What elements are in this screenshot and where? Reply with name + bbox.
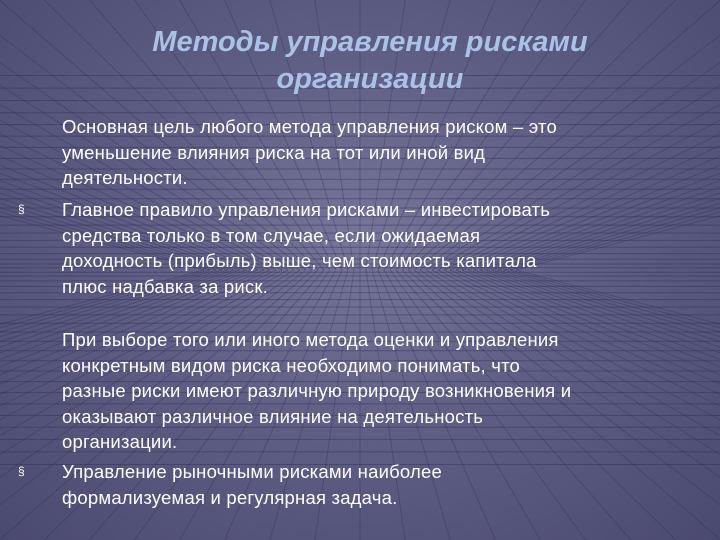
text-line: Основная цель любого метода управления риском – это	[62, 116, 557, 137]
text-line: Главное правило управления рисками – инвестировать	[62, 199, 551, 220]
bullet-icon: §	[18, 464, 25, 478]
title-line: организации	[276, 63, 464, 95]
text-line: разные риски имеют различную природу возникновения и	[62, 380, 572, 402]
text-line: организации.	[62, 431, 178, 453]
paragraph-market-risks	[62, 459, 707, 510]
text-line: формализуемая и регулярная задача.	[62, 486, 398, 508]
text-line: Управление рыночными рисками наиболее	[62, 461, 442, 482]
paragraph-main-rule	[62, 197, 707, 299]
slide-title	[105, 24, 635, 98]
paragraph-method-choice	[62, 327, 707, 455]
bullet-icon: §	[18, 202, 25, 216]
text-line: доходность (прибыль) выше, чем стоимость капитала	[62, 250, 537, 272]
text-line: плюс надбавка за риск.	[62, 275, 269, 297]
text-line: средства только в том случае, если ожидаемая	[62, 224, 481, 246]
title-line: Методы управления рисками	[152, 26, 588, 58]
text-line: деятельности.	[62, 167, 188, 189]
text-line: При выборе того или иного метода оценки и управления	[62, 329, 559, 350]
text-line: конкретным видом риска необходимо понимать, что	[62, 354, 521, 376]
text-line: оказывают различное влияние на деятельность	[62, 405, 484, 427]
paragraph-main-goal	[62, 114, 707, 191]
text-line: уменьшение влияния риска на тот или иной вид	[62, 141, 486, 163]
